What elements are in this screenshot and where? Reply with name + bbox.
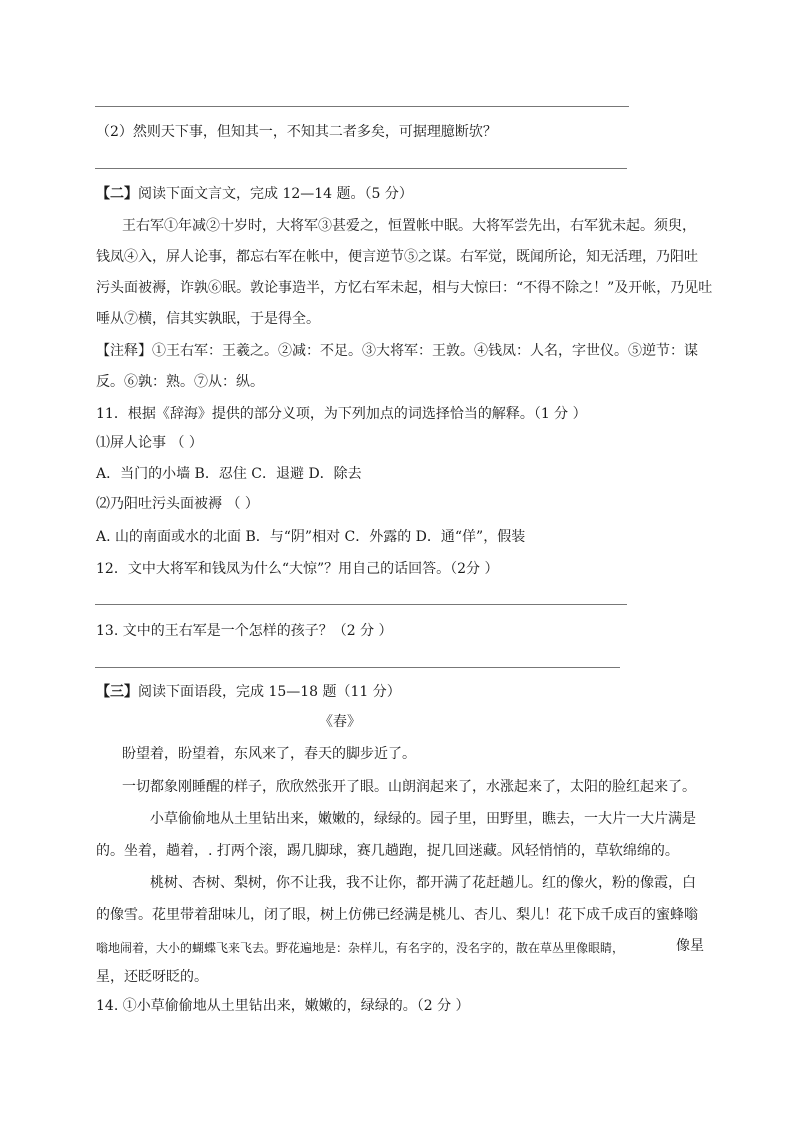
spring-paragraph-3-line: 的。坐着，趟着，. 打两个滚，踢几脚球，赛几趟跑，捉几回迷藏。风轻悄悄的，草软绵绵的。 <box>96 843 679 859</box>
question-11-part-2-options: A. 山的南面或水的北面 B．与“阴”相对 C．外露的 D．通“佯”，假装 <box>96 529 526 545</box>
notes-line: 反。⑥孰：熟。⑦从：纵。 <box>96 374 264 390</box>
section-3-instruction: 阅读下面语段，完成 15—18 题（11 分） <box>138 684 401 700</box>
answer-line <box>95 106 629 107</box>
passage-line: 污头面被褥，诈孰⑥眠。敦论事造半，方忆右军未起，相与大惊曰：“不得不除之！”及开帐，乃见吐 <box>96 280 713 296</box>
question-13-text: 13. 文中的王右军是一个怎样的孩子？（2 分 ） <box>96 623 393 639</box>
answer-line <box>95 168 627 169</box>
question-11-stem: 11．根据《辞海》提供的部分义项，为下列加点的词选择恰当的解释。（1 分 ） <box>96 406 587 422</box>
spring-paragraph-4-line: 的像雪。花里带着甜味儿，闭了眼，树上仿佛已经满是桃儿、杏儿、梨儿！花下成千成百的蜜蜂嗡 <box>96 907 698 923</box>
passage-title: 《春》 <box>319 714 361 730</box>
question-11-part-2: ⑵乃阳吐污头面被褥 （ ） <box>96 496 259 512</box>
question-12-text: 12．文中大将军和钱凤为什么“大惊”？用自己的话回答。（2分 ） <box>96 561 499 577</box>
spring-paragraph-4-line: 星，还眨呀眨的。 <box>96 969 208 985</box>
question-14-text: 14. ①小草偷偷地从土里钻出来，嫩嫩的，绿绿的。（2 分 ） <box>96 998 470 1014</box>
passage-line: 王右军①年减②十岁时，大将军③甚爱之，恒置帐中眠。大将军尝先出，右军犹未起。须臾， <box>122 218 696 234</box>
question-11-part-1-options: A．当门的小墙 B．忍住 C．退避 D．除去 <box>96 466 362 482</box>
question-2-text: （2）然则天下事，但知其一，不知其二者多矣，可据理臆断欤？ <box>96 124 497 140</box>
answer-line <box>95 667 620 668</box>
spring-paragraph-3-line: 小草偷偷地从土里钻出来，嫩嫩的，绿绿的。园子里，田野里，瞧去，一大片一大片满是 <box>150 811 696 827</box>
spring-paragraph-4-line: 嗡地闹着，大小的蝴蝶飞来飞去。野花遍地是：杂样儿，有名字的，没名字的，散在草丛里像眼睛， <box>96 941 625 955</box>
spring-paragraph-2: 一切都象刚睡醒的样子，欣欣然张开了眼。山朗润起来了，水涨起来了，太阳的脸红起来了。 <box>122 779 696 795</box>
section-3-header <box>96 682 401 702</box>
passage-line: 唾从⑦横，信其实孰眠，于是得全。 <box>96 311 320 327</box>
spring-paragraph-4-line: 像星 <box>676 938 704 954</box>
spring-paragraph-4-line: 桃树、杏树、梨树，你不让我，我不让你，都开满了花赶趟儿。红的像火，粉的像霞，白 <box>150 875 696 891</box>
spring-paragraph-1: 盼望着，盼望着，东风来了，春天的脚步近了。 <box>122 746 416 762</box>
passage-line: 钱凤④入，屏人论事，都忘右军在帐中，便言逆节⑤之谋。右军觉，既闻所论，知无活理，乃阳吐 <box>96 249 698 265</box>
question-11-part-1: ⑴屏人论事 （ ） <box>96 435 203 451</box>
section-3-bracket: 【三】 <box>96 684 138 700</box>
section-2-header <box>96 184 413 204</box>
section-2-instruction: 阅读下面文言文，完成 12—14 题。（5 分） <box>138 186 413 202</box>
answer-line <box>95 604 627 605</box>
section-2-bracket: 【二】 <box>96 186 138 202</box>
notes-line: 【注释】①王右军：王羲之。②减：不足。③大将军：王敦。④钱凤：人名，字世仪。⑤逆节：谋 <box>96 343 698 359</box>
